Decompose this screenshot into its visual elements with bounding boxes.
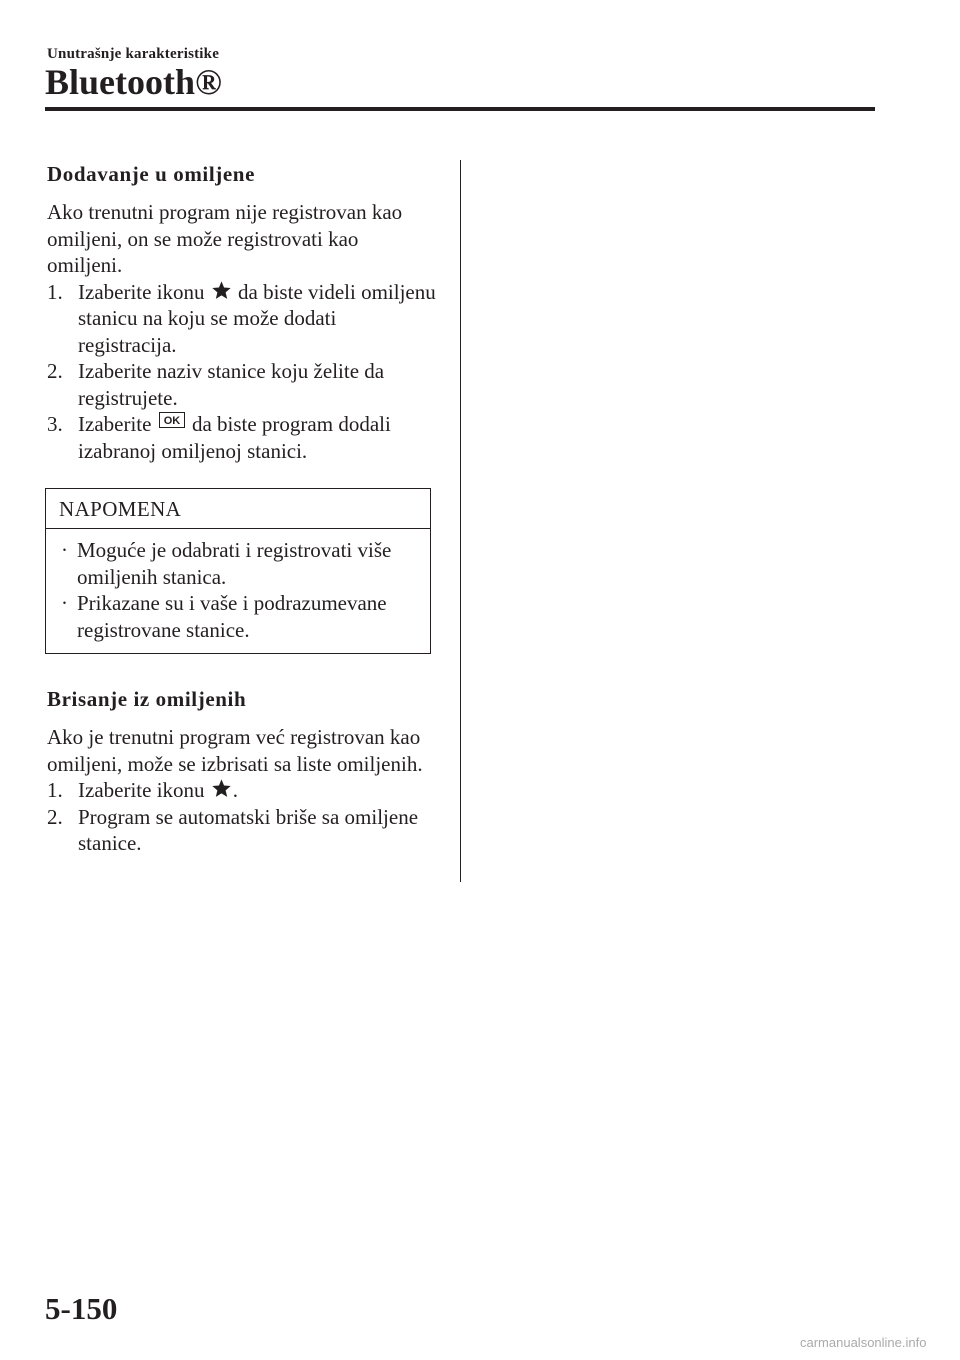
step-text-before: Izaberite ikonu	[78, 778, 205, 802]
ok-icon-label: OK	[163, 415, 180, 428]
list-item	[47, 777, 437, 804]
page-number: 5-150	[45, 1291, 118, 1326]
bullet-icon: ·	[61, 538, 68, 562]
running-header-section: Unutrašnje karakteristike	[47, 46, 220, 62]
note-item-text: Prikazane su i vaše i podrazumevane registrovane stanice.	[77, 591, 387, 642]
step-number: 2.	[47, 804, 63, 829]
ok-icon	[159, 412, 185, 428]
section-add-intro: Ako trenutni program nije registrovan kao omiljeni, on se može registrovati kao omiljeni.	[47, 200, 403, 277]
step-text-after: da biste program dodali izabranoj omiljenoj stanici.	[78, 412, 391, 463]
list-item	[47, 804, 437, 857]
step-text-before: Izaberite ikonu	[78, 279, 205, 304]
star-icon	[211, 280, 232, 301]
watermark: carmanualsonline.info	[800, 1335, 927, 1350]
step-number: 1.	[47, 279, 63, 304]
section-add-steps	[47, 279, 437, 465]
section-delete-intro: Ako je trenutni program već registrovan kao omiljeni, može se izbrisati sa liste omiljenih.	[47, 725, 423, 776]
section-delete-favorites	[47, 686, 437, 857]
note-title: NAPOMENA	[46, 489, 430, 529]
bullet-icon: ·	[61, 591, 68, 615]
note-body	[46, 529, 430, 653]
note-box	[45, 488, 431, 654]
section-heading-delete: Brisanje iz omiljenih	[47, 687, 247, 711]
step-text: Program se automatski briše sa omiljene stanice.	[78, 804, 419, 855]
section-add-favorites	[47, 161, 437, 464]
header-rule	[45, 107, 875, 111]
list-item	[59, 590, 422, 643]
section-heading-add: Dodavanje u omiljene	[47, 162, 255, 186]
step-number: 3.	[47, 412, 63, 436]
star-icon	[211, 778, 232, 799]
step-number: 2.	[47, 359, 63, 383]
list-item	[47, 411, 437, 464]
column-divider	[460, 160, 461, 882]
list-item	[59, 537, 422, 590]
step-number: 1.	[47, 778, 63, 802]
step-text: Izaberite naziv stanice koju želite da registrujete.	[78, 359, 385, 410]
step-text-before: Izaberite	[78, 412, 152, 436]
list-item	[47, 358, 437, 411]
left-column	[47, 161, 437, 857]
step-text-after: .	[232, 778, 239, 802]
section-delete-steps	[47, 777, 437, 857]
note-item-text: Moguće je odabrati i registrovati više omiljenih stanica.	[77, 538, 392, 589]
list-item	[47, 279, 437, 359]
step-text-after: da biste videli omiljenu stanicu na koju se može dodati registracija.	[78, 279, 436, 357]
page-title: Bluetooth®	[45, 62, 222, 102]
